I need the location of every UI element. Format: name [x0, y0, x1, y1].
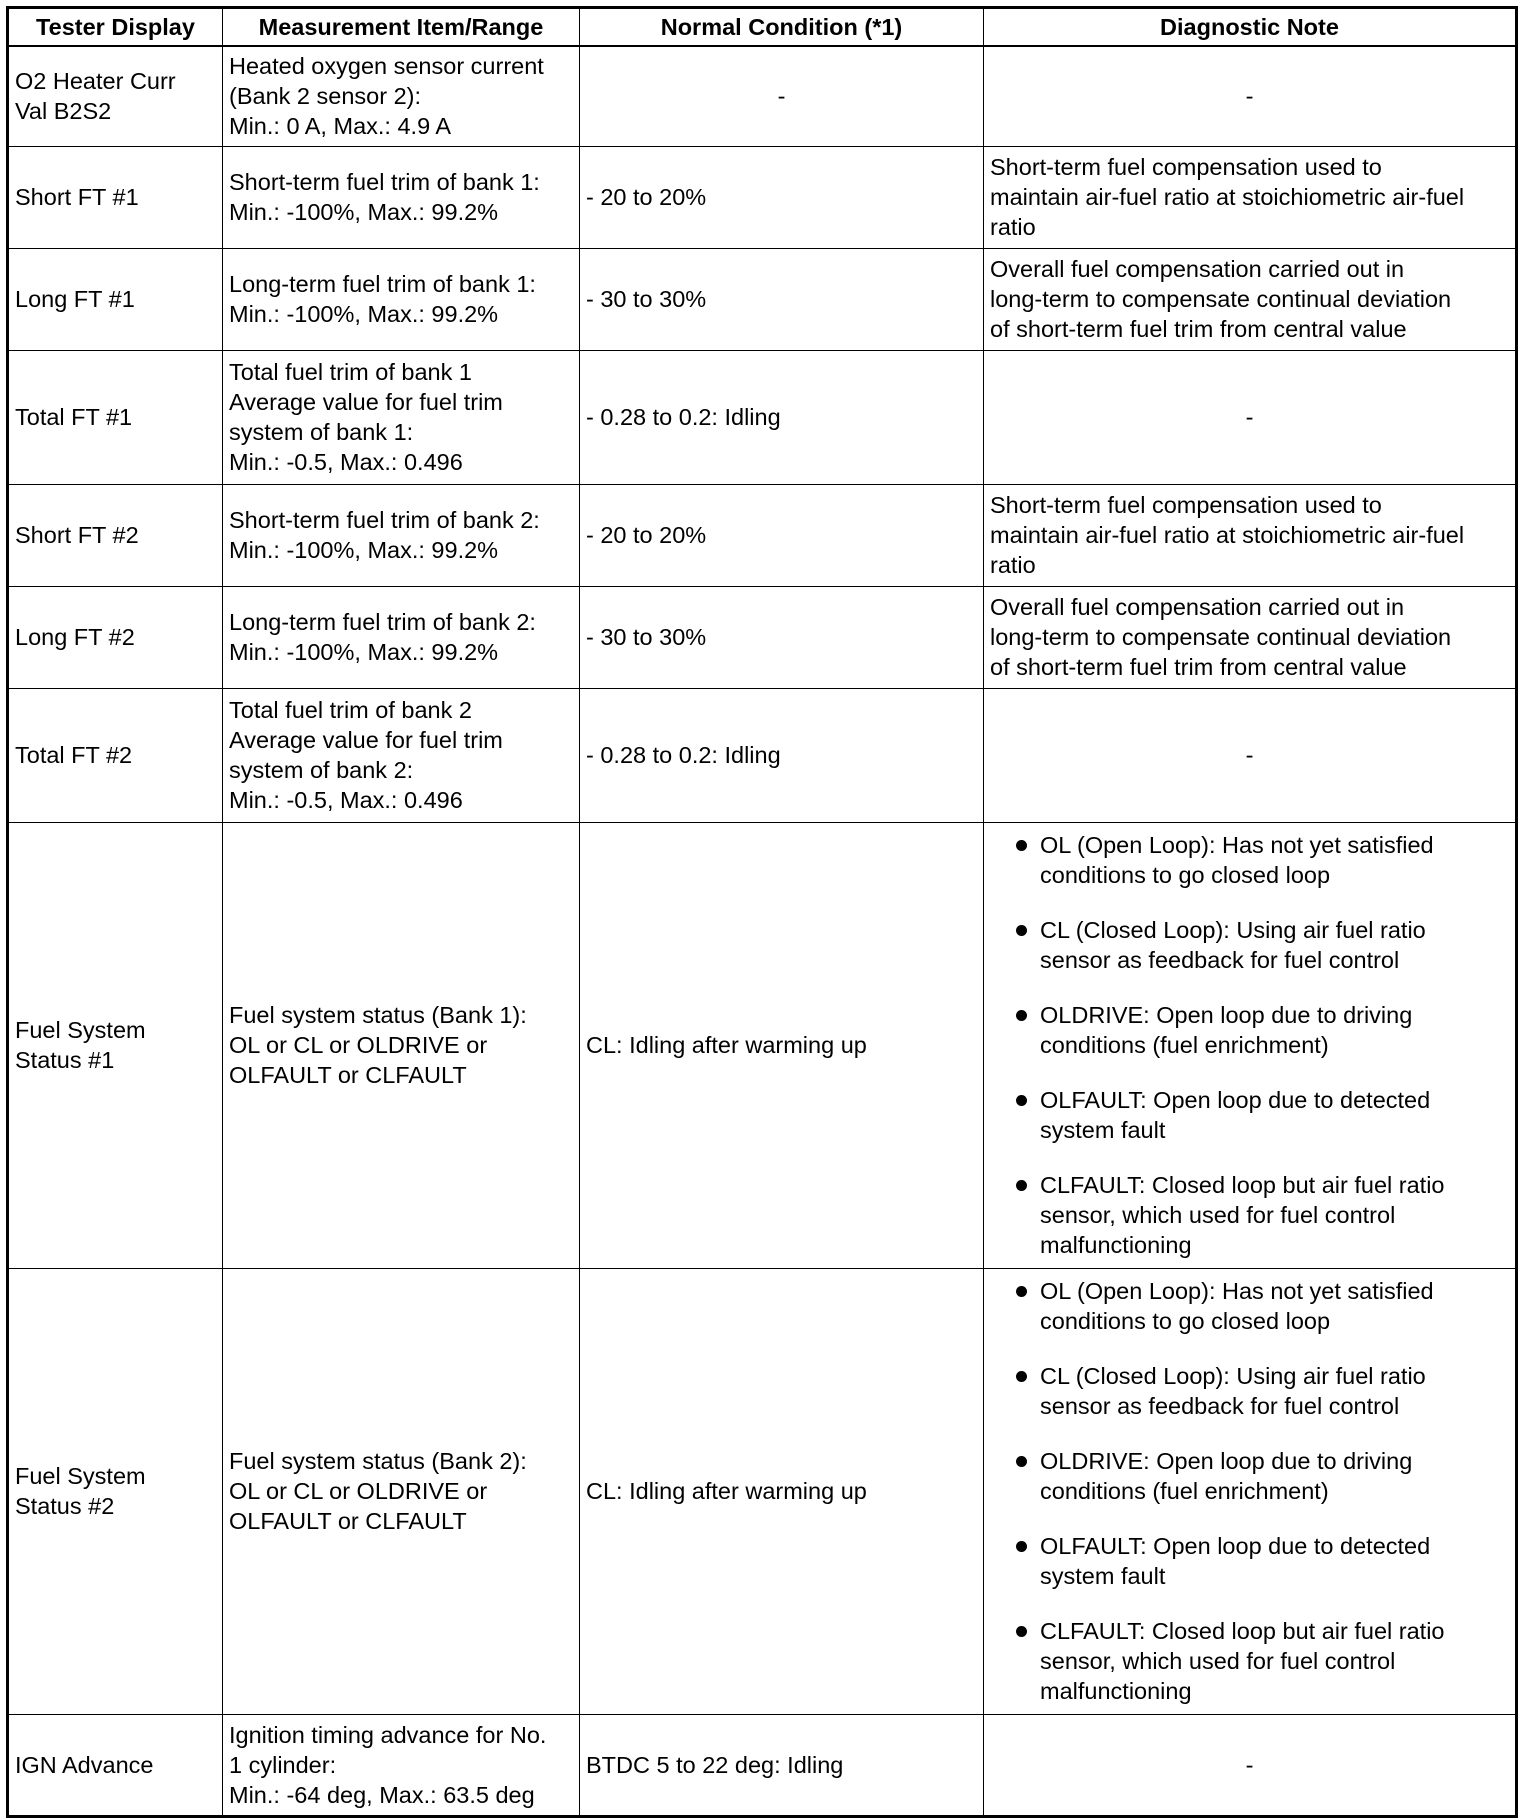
status-bullet-list [990, 830, 1509, 1260]
measurement-item-cell-line: Fuel system status (Bank 1): [229, 1002, 527, 1028]
tester-display-cell-line: Status #1 [15, 1047, 115, 1073]
list-item [1004, 1616, 1509, 1706]
bullet-text-line: OL (Open Loop): Has not yet satisfied [1040, 1278, 1434, 1304]
diagnostic-note-cell [984, 350, 1517, 484]
normal-condition-cell: - 20 to 20% [580, 484, 984, 586]
measurement-item-cell [223, 1268, 580, 1714]
bullet-text-line: conditions (fuel enrichment) [1040, 1478, 1329, 1504]
tester-display-cell [8, 248, 223, 350]
diagnostic-note-cell-line: - [1245, 83, 1254, 110]
table-body [8, 46, 1517, 1816]
diagnostic-note-cell [984, 586, 1517, 688]
document-page [6, 6, 1515, 1818]
tester-display-cell [8, 1714, 223, 1816]
measurement-item-cell-line: Min.: 0 A, Max.: 4.9 A [229, 113, 452, 140]
measurement-item-cell-line: Ignition timing advance for No. [229, 1721, 547, 1748]
measurement-item-cell-line: Long-term fuel trim of bank 1: [229, 271, 536, 297]
bullet-text-line: CL (Closed Loop): Using air fuel ratio [1040, 917, 1426, 943]
diagnostic-note-cell-line: of short-term fuel trim from central value [990, 654, 1407, 680]
diagnostic-note-cell-line: Overall fuel compensation carried out in [990, 256, 1405, 282]
diagnostic-note-cell [984, 484, 1517, 586]
list-item [1004, 1531, 1509, 1591]
bullet-text-line: sensor as feedback for fuel control [1040, 1393, 1400, 1419]
list-item [1004, 1085, 1509, 1145]
bullet-text-line: OLDRIVE: Open loop due to driving [1040, 1448, 1413, 1474]
measurement-item-cell-line: Min.: -0.5, Max.: 0.496 [229, 449, 463, 475]
measurement-item-cell-line: OL or CL or OLDRIVE or [229, 1478, 488, 1504]
tester-display-cell-line: Short FT #1 [15, 184, 139, 210]
measurement-item-cell-line: 1 cylinder: [229, 1751, 337, 1778]
measurement-item-cell-line: Short-term fuel trim of bank 2: [229, 507, 540, 533]
table-row [8, 586, 1517, 688]
list-item [1004, 1170, 1509, 1260]
tester-display-cell-line: Long FT #1 [15, 286, 135, 312]
measurement-item-cell-line: Total fuel trim of bank 1 [229, 359, 472, 385]
data-list-table [6, 6, 1518, 1818]
bullet-text-line: sensor, which used for fuel control [1040, 1202, 1396, 1228]
tester-display-cell [8, 484, 223, 586]
tester-display-cell-line: Total FT #2 [15, 742, 133, 768]
tester-display-cell-line: Long FT #2 [15, 624, 135, 650]
normal-condition-cell: BTDC 5 to 22 deg: Idling [580, 1714, 984, 1816]
bullet-text-line: conditions to go closed loop [1040, 1308, 1331, 1334]
measurement-item-cell [223, 484, 580, 586]
list-item [1004, 1361, 1509, 1421]
bullet-dot-icon [1016, 1541, 1027, 1552]
table-row [8, 1714, 1517, 1816]
measurement-item-cell-line: Min.: -64 deg, Max.: 63.5 deg [229, 1781, 535, 1808]
measurement-item-cell-line: OLFAULT or CLFAULT [229, 1508, 467, 1534]
tester-display-cell-line: Fuel System [15, 1017, 146, 1043]
normal-condition-cell: - 20 to 20% [580, 146, 984, 248]
list-item [1004, 830, 1509, 890]
measurement-item-cell-line: Fuel system status (Bank 2): [229, 1448, 527, 1474]
status-bullet-list [990, 1276, 1509, 1706]
table-row [8, 484, 1517, 586]
diagnostic-note-cell [984, 822, 1517, 1268]
diagnostic-note-cell [984, 248, 1517, 350]
measurement-item-cell-line: Average value for fuel trim [229, 727, 503, 753]
bullet-dot-icon [1016, 1456, 1027, 1467]
table-row [8, 688, 1517, 822]
measurement-item-cell [223, 146, 580, 248]
measurement-item-cell-line: Min.: -100%, Max.: 99.2% [229, 537, 499, 563]
tester-display-cell-line: Fuel System [15, 1463, 146, 1489]
diagnostic-note-cell-line: - [1245, 1751, 1254, 1778]
bullet-text-line: sensor, which used for fuel control [1040, 1648, 1396, 1674]
diagnostic-note-cell-line: ratio [990, 214, 1036, 240]
measurement-item-cell-line: Min.: -100%, Max.: 99.2% [229, 639, 499, 665]
bullet-text-line: OLDRIVE: Open loop due to driving [1040, 1002, 1413, 1028]
tester-display-cell [8, 46, 223, 146]
diagnostic-note-cell-line: maintain air-fuel ratio at stoichiometric air-fuel [990, 184, 1465, 210]
measurement-item-cell-line: Min.: -100%, Max.: 99.2% [229, 301, 499, 327]
measurement-item-cell [223, 350, 580, 484]
diagnostic-note-cell-line: - [1245, 742, 1254, 768]
bullet-text-line: OLFAULT: Open loop due to detected [1040, 1533, 1431, 1559]
normal-condition-cell: - [580, 46, 984, 146]
list-item [1004, 1276, 1509, 1336]
list-item [1004, 1000, 1509, 1060]
bullet-text-line: CLFAULT: Closed loop but air fuel ratio [1040, 1618, 1445, 1644]
header-row [8, 8, 1517, 47]
bullet-dot-icon [1016, 1010, 1027, 1021]
diagnostic-note-cell-line: Overall fuel compensation carried out in [990, 594, 1405, 620]
tester-display-cell-line: IGN Advance [15, 1751, 154, 1778]
measurement-item-cell-line: OLFAULT or CLFAULT [229, 1062, 467, 1088]
measurement-item-cell [223, 46, 580, 146]
diagnostic-note-cell-line: maintain air-fuel ratio at stoichiometric air-fuel [990, 522, 1465, 548]
measurement-item-cell-line: Heated oxygen sensor current [229, 53, 544, 80]
bullet-dot-icon [1016, 1180, 1027, 1191]
header-tester-display: Tester Display [8, 8, 223, 47]
measurement-item-cell-line: Average value for fuel trim [229, 389, 503, 415]
bullet-text-line: conditions (fuel enrichment) [1040, 1032, 1329, 1058]
bullet-text-line: OLFAULT: Open loop due to detected [1040, 1087, 1431, 1113]
table-row [8, 146, 1517, 248]
bullet-text-line: sensor as feedback for fuel control [1040, 947, 1400, 973]
diagnostic-note-cell [984, 1714, 1517, 1816]
diagnostic-note-cell-line: - [1245, 404, 1254, 430]
normal-condition-cell: - 0.28 to 0.2: Idling [580, 350, 984, 484]
diagnostic-note-cell-line: long-term to compensate continual deviation [990, 286, 1452, 312]
measurement-item-cell [223, 688, 580, 822]
normal-condition-cell: CL: Idling after warming up [580, 822, 984, 1268]
bullet-text-line: CL (Closed Loop): Using air fuel ratio [1040, 1363, 1426, 1389]
diagnostic-note-cell-line: ratio [990, 552, 1036, 578]
diagnostic-note-cell-line: Short-term fuel compensation used to [990, 492, 1382, 518]
header-diagnostic-note: Diagnostic Note [984, 8, 1517, 47]
diagnostic-note-cell-line: Short-term fuel compensation used to [990, 154, 1382, 180]
measurement-item-cell-line: Min.: -100%, Max.: 99.2% [229, 199, 499, 225]
table-row [8, 248, 1517, 350]
tester-display-cell [8, 586, 223, 688]
measurement-item-cell [223, 822, 580, 1268]
normal-condition-cell: - 30 to 30% [580, 248, 984, 350]
header-measurement-item: Measurement Item/Range [223, 8, 580, 47]
measurement-item-cell-line: OL or CL or OLDRIVE or [229, 1032, 488, 1058]
bullet-text-line: system fault [1040, 1563, 1166, 1589]
tester-display-cell-line: O2 Heater Curr [15, 68, 176, 95]
tester-display-cell [8, 146, 223, 248]
bullet-dot-icon [1016, 1095, 1027, 1106]
bullet-dot-icon [1016, 1371, 1027, 1382]
list-item [1004, 1446, 1509, 1506]
tester-display-cell [8, 1268, 223, 1714]
measurement-item-cell-line: Short-term fuel trim of bank 1: [229, 169, 540, 195]
diagnostic-note-cell [984, 1268, 1517, 1714]
table-row [8, 1268, 1517, 1714]
list-item [1004, 915, 1509, 975]
header-normal-condition: Normal Condition (*1) [580, 8, 984, 47]
tester-display-cell-line: Short FT #2 [15, 522, 139, 548]
normal-condition-cell: - 30 to 30% [580, 586, 984, 688]
bullet-text-line: system fault [1040, 1117, 1166, 1143]
measurement-item-cell-line: (Bank 2 sensor 2): [229, 83, 422, 110]
diagnostic-note-cell [984, 688, 1517, 822]
measurement-item-cell [223, 1714, 580, 1816]
diagnostic-note-cell-line: long-term to compensate continual deviation [990, 624, 1452, 650]
normal-condition-cell: - 0.28 to 0.2: Idling [580, 688, 984, 822]
measurement-item-cell [223, 248, 580, 350]
tester-display-cell-line: Total FT #1 [15, 404, 133, 430]
bullet-dot-icon [1016, 1286, 1027, 1297]
measurement-item-cell-line: system of bank 2: [229, 757, 414, 783]
bullet-text-line: OL (Open Loop): Has not yet satisfied [1040, 832, 1434, 858]
table-row [8, 350, 1517, 484]
bullet-text-line: conditions to go closed loop [1040, 862, 1331, 888]
tester-display-cell-line: Val B2S2 [15, 98, 112, 125]
bullet-dot-icon [1016, 925, 1027, 936]
tester-display-cell [8, 822, 223, 1268]
measurement-item-cell-line: Long-term fuel trim of bank 2: [229, 609, 536, 635]
tester-display-cell-line: Status #2 [15, 1493, 115, 1519]
tester-display-cell [8, 688, 223, 822]
bullet-dot-icon [1016, 840, 1027, 851]
diagnostic-note-cell [984, 146, 1517, 248]
diagnostic-note-cell-line: of short-term fuel trim from central value [990, 316, 1407, 342]
table-row [8, 822, 1517, 1268]
normal-condition-cell: CL: Idling after warming up [580, 1268, 984, 1714]
bullet-text-line: CLFAULT: Closed loop but air fuel ratio [1040, 1172, 1445, 1198]
measurement-item-cell-line: Total fuel trim of bank 2 [229, 697, 472, 723]
tester-display-cell [8, 350, 223, 484]
table-row [8, 46, 1517, 146]
diagnostic-note-cell [984, 46, 1517, 146]
measurement-item-cell [223, 586, 580, 688]
measurement-item-cell-line: system of bank 1: [229, 419, 414, 445]
bullet-text-line: malfunctioning [1040, 1678, 1192, 1704]
bullet-dot-icon [1016, 1626, 1027, 1637]
measurement-item-cell-line: Min.: -0.5, Max.: 0.496 [229, 787, 463, 813]
bullet-text-line: malfunctioning [1040, 1232, 1192, 1258]
